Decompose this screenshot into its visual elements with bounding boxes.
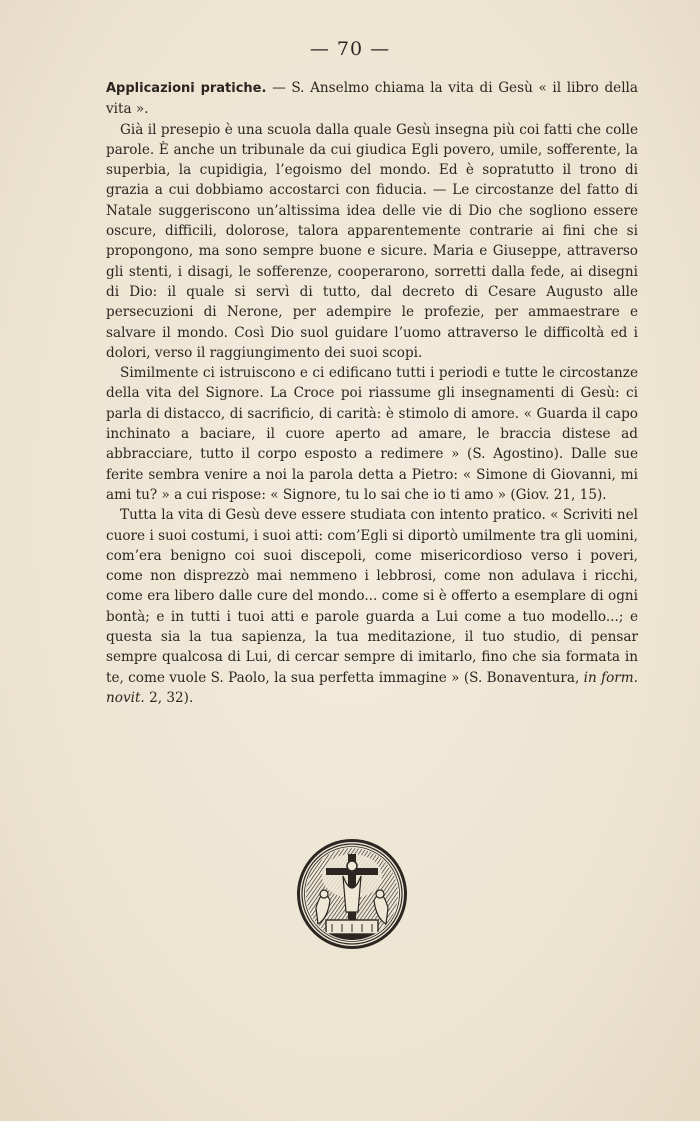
paragraph-text: — S. Anselmo chiama la vita di Gesù « il libro della vita ». [106,80,638,118]
page-number: — 70 — [309,38,391,60]
paragraph-croce: Similmente ci istruiscono e ci edificano tutti i periodi e tutte le circostanze della vita del Signore. La Croce poi riassume gli insegnamenti di Gesù: ci parla di distacco, di sacrificio, di carità: è stimolo di amore. « Guarda il capo inchinato a baciare, il cuore aperto ad amare, le braccia distese ad abbracciare, tutto il corpo esposto a redimere » (S. Agostino). Dalle sue ferite sembra venire a noi la parola detta a Pietro: « Simone di Giovanni, mi ami tu? » a cui rispose: « Signore, tu lo sai che io ti amo » (Giov. 21, 15). [106,365,638,503]
citation-tail: 2, 32). [144,689,194,706]
section-heading: Applicazioni pratiche. [106,81,267,96]
crucifixion-seal-emblem [296,838,408,950]
paragraph-presepio: Già il presepio è una scuola dalla quale Gesù insegna più coi fatti che colle parole. È anche un tribunale da cui giudica Egli povero, umile, sofferente, la superbia, la cupidigia, l’egoismo del mondo. Ed è sopratutto il trono di grazia a cui dobbiamo accostarci con fiducia. — Le circostanze del fatto di Natale suggeriscono un’altissima idea delle vie di Dio che sogliono essere oscure, difficili, dolorose, talora apparentemente contrarie ai fini che si propongono, ma sono sempre buone e sicure. Maria e Giuseppe, attraverso gli stenti, i disagi, le sofferenze, cooperarono, sorretti dalla fede, ai disegni di Dio: il quale si servì di tutto, dal decreto di Cesare Augusto alle persecuzioni di Nerone, per adempire le profezie, per ammaestrare e salvare il mondo. Così Dio suol guidare l’uomo attraverso le difficoltà ed i dolori, verso il raggiungimento dei suoi scopi. [106,121,638,361]
body-text [106,78,638,708]
citation-italic: in form. novit. [106,669,638,706]
paragraph-applicazioni [106,78,638,120]
paragraph-text: Tutta la vita di Gesù deve essere studiata con intento pratico. « Scriviti nel cuore i suoi costumi, i suoi atti: com’Egli si diportò umilmente tra gli uomini, com’era benigno coi suoi discepoli, come misericordioso verso i poveri, come non disprezzò mai nemmeno i lebbrosi, come non adulava i ricchi, come era libero dalle cure del mondo... come si è offerto a esemplare di ogni bontà; e in tutti i tuoi atti e parole guarda a Lui come a tuo modello...; e questa sia la tua sapienza, la tua meditazione, il tuo studio, di pensar sempre qualcosa di Lui, di cercar sempre di imitarlo, fino che sia formata in te, come vuole S. Paolo, la sua perfetta immagine » (S. Bonaventura, [106,507,638,686]
paragraph-vita-gesu [106,505,638,708]
